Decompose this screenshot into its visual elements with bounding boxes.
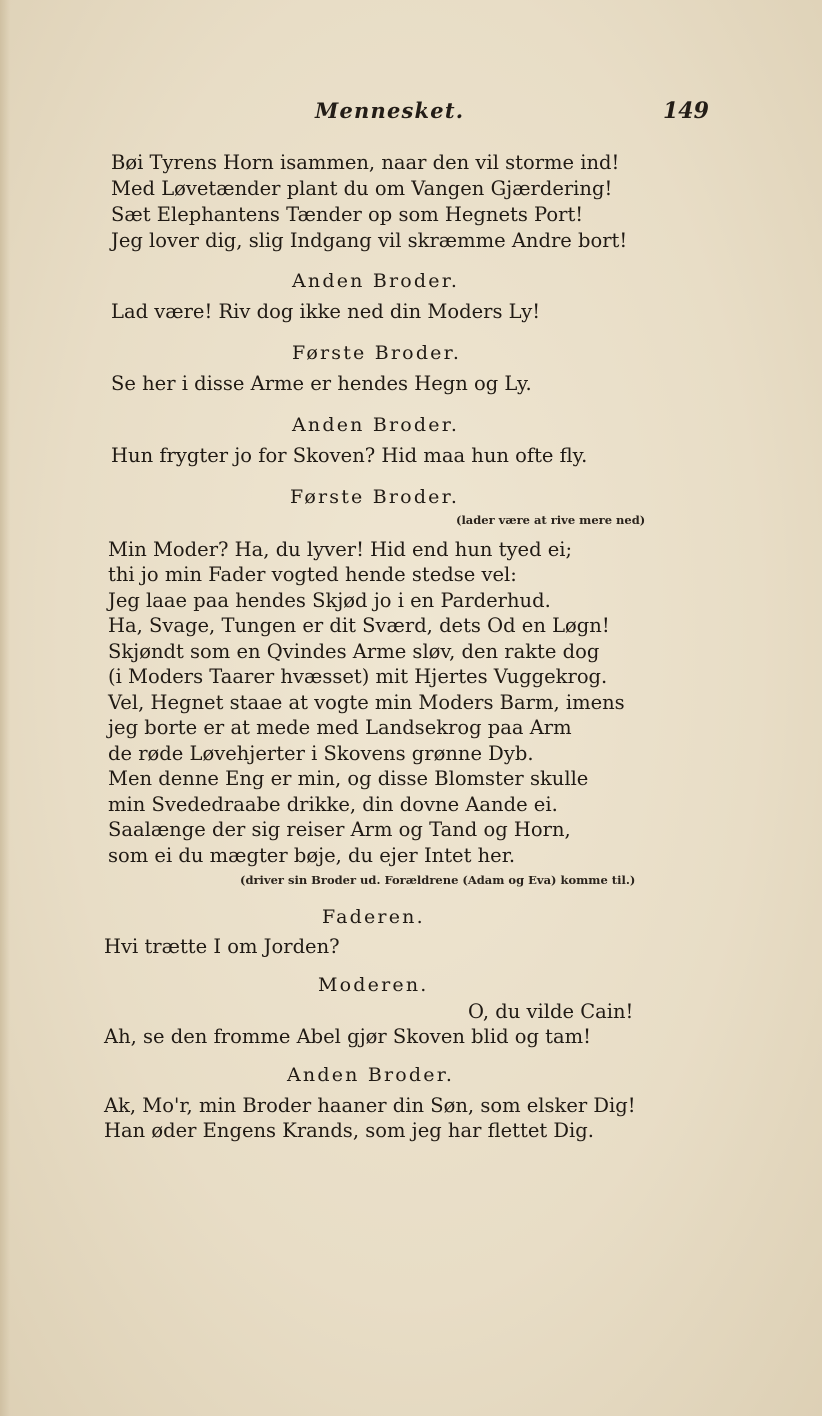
verse-line: min Svededraabe drikke, din dovne Aande ei. <box>108 793 558 816</box>
verse-line: Lad være! Riv dog ikke ned din Moders Ly! <box>111 300 541 323</box>
verse-line: Jeg laae paa hendes Skjød jo i en Parderhud. <box>108 589 551 612</box>
page-edge-shadow <box>0 0 10 1416</box>
verse-line: thi jo min Fader vogted hende stedse vel: <box>108 563 517 586</box>
verse-line: (i Moders Taarer hvæsset) mit Hjertes Vuggekrog. <box>108 665 608 688</box>
verse-line: Ah, se den fromme Abel gjør Skoven blid og tam! <box>104 1025 591 1048</box>
verse-line: Med Løvetænder plant du om Vangen Gjærdering! <box>111 177 613 200</box>
stage-direction: (driver sin Broder ud. Forældrene (Adam og Eva) komme til.) <box>240 873 636 887</box>
speaker-name: Anden Broder. <box>292 270 460 292</box>
speaker-name: Moderen. <box>318 974 429 996</box>
running-header-title: Mennesket. <box>315 98 465 123</box>
verse-line: Vel, Hegnet staae at vogte min Moders Barm, imens <box>108 691 625 714</box>
verse-line: Se her i disse Arme er hendes Hegn og Ly. <box>111 372 532 395</box>
verse-line: Jeg lover dig, slig Indgang vil skræmme Andre bort! <box>111 229 628 252</box>
verse-line: Bøi Tyrens Horn isammen, naar den vil storme ind! <box>111 151 620 174</box>
verse-line: Sæt Elephantens Tænder op som Hegnets Port! <box>111 203 584 226</box>
verse-line: Ak, Mo'r, min Broder haaner din Søn, som elsker Dig! <box>104 1094 636 1117</box>
verse-line: Min Moder? Ha, du lyver! Hid end hun tyed ei; <box>108 538 573 561</box>
speaker-name: Første Broder. <box>292 342 462 364</box>
speaker-name: Første Broder. <box>290 486 460 508</box>
verse-line: Men denne Eng er min, og disse Blomster skulle <box>108 767 589 790</box>
verse-line: som ei du mægter bøje, du ejer Intet her. <box>108 844 516 867</box>
verse-line: Han øder Engens Krands, som jeg har flettet Dig. <box>104 1119 594 1142</box>
verse-line: Hun frygter jo for Skoven? Hid maa hun ofte fly. <box>111 444 588 467</box>
speaker-name: Faderen. <box>322 906 425 928</box>
page-number: 149 <box>663 98 709 124</box>
verse-line: Skjøndt som en Qvindes Arme sløv, den rakte dog <box>108 640 600 663</box>
verse-line: jeg borte er at mede med Landsekrog paa Arm <box>108 716 572 739</box>
speaker-name: Anden Broder. <box>292 414 460 436</box>
stage-direction: (lader være at rive mere ned) <box>456 513 646 527</box>
verse-line: de røde Løvehjerter i Skovens grønne Dyb. <box>108 742 534 765</box>
verse-line: O, du vilde Cain! <box>468 1000 634 1023</box>
speaker-name: Anden Broder. <box>287 1064 455 1086</box>
verse-line: Ha, Svage, Tungen er dit Sværd, dets Od en Løgn! <box>108 614 610 637</box>
verse-line: Hvi trætte I om Jorden? <box>104 935 340 958</box>
verse-line: Saalænge der sig reiser Arm og Tand og Horn, <box>108 818 571 841</box>
